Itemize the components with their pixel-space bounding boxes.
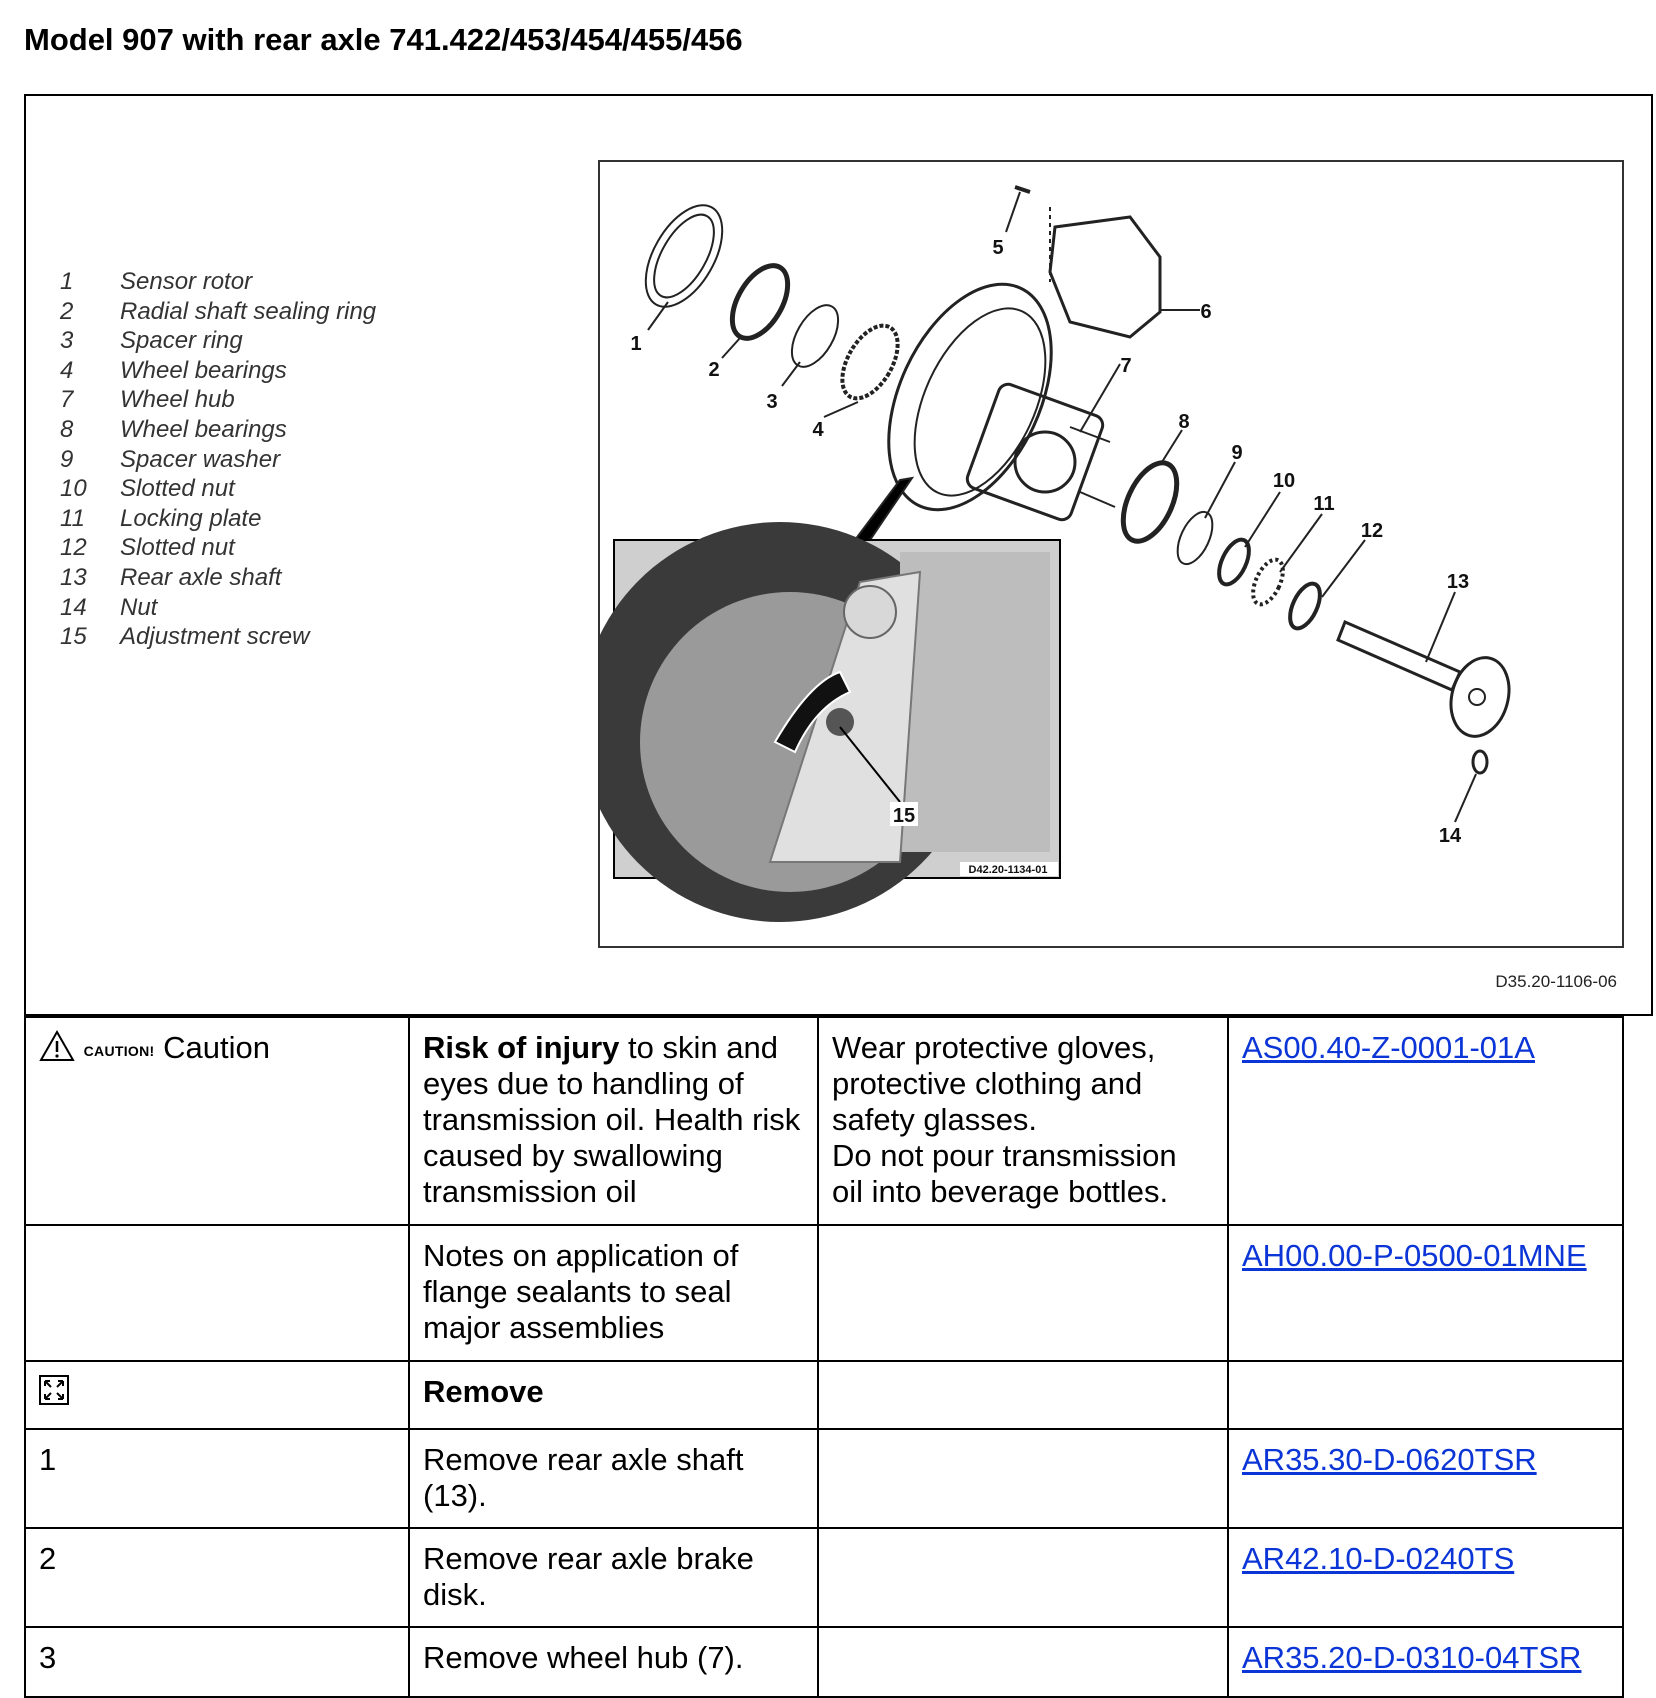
legend-item — [60, 475, 376, 505]
legend-number: 4 — [60, 356, 74, 384]
risk-cell — [409, 1017, 818, 1225]
empty-cell — [818, 1429, 1228, 1528]
legend-item — [60, 268, 376, 298]
step-row — [25, 1528, 1623, 1627]
legend-label: Slotted nut — [120, 534, 235, 562]
link-cell — [1228, 1429, 1623, 1528]
caliper-part — [1050, 217, 1160, 337]
link-cell — [1228, 1627, 1623, 1697]
legend-item — [60, 357, 376, 387]
sealing-ring-part — [721, 256, 799, 347]
legend-item — [60, 386, 376, 416]
inset-code: D42.20-1134-01 — [968, 864, 1048, 876]
remove-heading: Remove — [409, 1361, 818, 1429]
step-number: 1 — [25, 1429, 409, 1528]
step-row — [25, 1627, 1623, 1697]
legend-number: 10 — [60, 475, 87, 503]
callout-label: 10 — [1272, 470, 1296, 492]
callout-label: 3 — [766, 391, 778, 413]
empty-cell — [25, 1225, 409, 1361]
legend-label: Spacer washer — [120, 445, 281, 473]
bolt-part — [1015, 187, 1030, 192]
legend-label: Rear axle shaft — [120, 563, 282, 591]
legend-label: Locking plate — [120, 504, 262, 532]
remove-row — [25, 1361, 1623, 1429]
legend-label: Wheel hub — [120, 386, 235, 414]
doc-link[interactable]: AR35.20-D-0310-04TSR — [1242, 1640, 1582, 1675]
callout-label: 13 — [1446, 571, 1470, 593]
empty-cell — [818, 1528, 1228, 1627]
legend-number: 8 — [60, 415, 74, 443]
legend-item — [60, 327, 376, 357]
link-cell — [1228, 1017, 1623, 1225]
locking-plate-part — [1247, 555, 1289, 609]
callout-label: 6 — [1200, 301, 1212, 323]
link-cell — [1228, 1225, 1623, 1361]
exploded-view-svg — [600, 162, 1622, 946]
procedure-table — [24, 1016, 1624, 1698]
legend-item — [60, 416, 376, 446]
slotted-nut-part — [1284, 579, 1326, 633]
axle-shaft-part — [1338, 622, 1460, 690]
doc-link[interactable]: AH00.00-P-0500-01MNE — [1242, 1238, 1587, 1273]
spacer-ring-part — [782, 298, 847, 375]
legend-number: 2 — [60, 297, 74, 325]
doc-link[interactable]: AR35.30-D-0620TSR — [1242, 1442, 1537, 1477]
doc-link[interactable]: AR42.10-D-0240TS — [1242, 1541, 1515, 1576]
legend-number: 11 — [60, 504, 85, 532]
legend-label: Wheel bearings — [120, 415, 287, 443]
sensor-rotor-part — [630, 193, 738, 320]
empty-cell — [818, 1627, 1228, 1697]
legend-label: Nut — [120, 593, 158, 621]
legend-number: 3 — [60, 327, 74, 355]
nut-part — [1473, 751, 1487, 773]
callout-label: 11 — [1313, 493, 1335, 515]
step-number: 2 — [25, 1528, 409, 1627]
empty-cell — [818, 1225, 1228, 1361]
parts-legend — [60, 268, 376, 653]
step-text: Remove rear axle shaft (13). — [409, 1429, 818, 1528]
measure-cell: Wear protective gloves, protective clothing and safety glasses. Do not pour transmission oil into beverage bottles. — [818, 1017, 1228, 1225]
legend-number: 15 — [60, 623, 87, 651]
figure-panel — [24, 94, 1653, 1016]
step-text: Remove rear axle brake disk. — [409, 1528, 818, 1627]
wheel-bearing-part — [1112, 455, 1187, 550]
caution-cell — [25, 1017, 409, 1225]
link-cell — [1228, 1528, 1623, 1627]
legend-item — [60, 623, 376, 653]
step-text: Remove wheel hub (7). — [409, 1627, 818, 1697]
remove-icon — [39, 1375, 69, 1413]
slotted-nut-part — [1213, 535, 1255, 589]
empty-cell — [818, 1361, 1228, 1429]
caution-row — [25, 1017, 1623, 1225]
callout-label: 4 — [812, 419, 824, 441]
wheel-hub-part — [965, 382, 1106, 523]
callout-label: 9 — [1231, 442, 1243, 464]
legend-item — [60, 298, 376, 328]
notes-row — [25, 1225, 1623, 1361]
callout-label: 12 — [1360, 520, 1384, 542]
legend-number: 1 — [60, 268, 74, 295]
legend-number: 9 — [60, 445, 74, 473]
page-title: Model 907 with rear axle 741.422/453/454/455/456 — [24, 22, 743, 57]
empty-cell — [1228, 1361, 1623, 1429]
legend-item — [60, 564, 376, 594]
legend-number: 7 — [60, 386, 74, 414]
callout-label: 15 — [892, 805, 916, 827]
remove-icon-cell — [25, 1361, 409, 1429]
risk-heading: Risk of injury — [423, 1030, 620, 1065]
legend-label: Spacer ring — [120, 327, 243, 355]
step-row — [25, 1429, 1623, 1528]
step-number: 3 — [25, 1627, 409, 1697]
callout-label: 8 — [1178, 411, 1190, 433]
callout-label: 7 — [1120, 355, 1132, 377]
exploded-view-drawing — [598, 160, 1624, 948]
callout-label: 5 — [992, 237, 1004, 259]
callout-label: 1 — [630, 333, 642, 355]
legend-item — [60, 534, 376, 564]
callout-label: 2 — [708, 359, 720, 381]
legend-number: 13 — [60, 563, 87, 591]
legend-number: 12 — [60, 534, 87, 562]
warning-triangle-icon — [39, 1030, 75, 1070]
caution-small-label: CAUTION! — [83, 1043, 155, 1060]
notes-text: Notes on application of flange sealants to seal major assemblies — [409, 1225, 818, 1361]
legend-label: Adjustment screw — [120, 623, 310, 651]
legend-number: 14 — [60, 593, 87, 621]
legend-label: Slotted nut — [120, 475, 235, 503]
risk-text: to skin and eyes due to handling of transmission oil. Health risk caused by swallowing transmission oil — [423, 1030, 801, 1209]
spacer-washer-part — [1170, 507, 1219, 570]
legend-item — [60, 446, 376, 476]
figure-code: D35.20-1106-06 — [1495, 972, 1617, 991]
legend-label: Sensor rotor — [120, 268, 253, 295]
doc-link[interactable]: AS00.40-Z-0001-01A — [1242, 1030, 1535, 1065]
callout-label: 14 — [1438, 825, 1462, 847]
legend-label: Wheel bearings — [120, 356, 287, 384]
legend-label: Radial shaft sealing ring — [120, 297, 377, 325]
caution-label: Caution — [163, 1030, 270, 1066]
legend-item — [60, 505, 376, 535]
legend-item — [60, 594, 376, 624]
